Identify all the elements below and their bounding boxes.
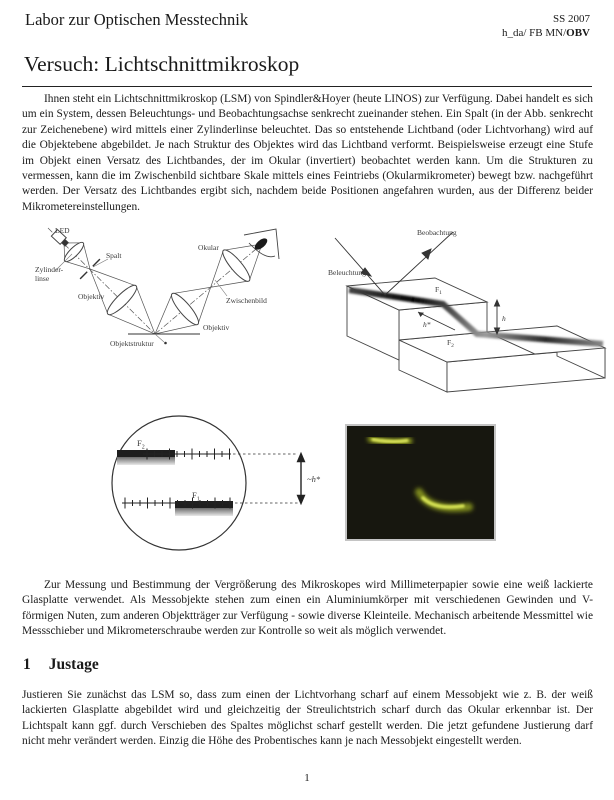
eyepiece-view-diagram <box>95 413 335 568</box>
justage-paragraph: Justieren Sie zunächst das LSM so, dass zum einen der Lichtvorhang scharf auf einem Messobjekt wie z. B. der weiß lackierten Glasplatte abgebildet wird und gleichzeitig der Streulichtstrich scharf durch das Okular erkennbar ist. Der Lichtspalt kann ggf. durch Verschieben des Spaltes möglichst scharf gestellt werden. Die jetzt gefundene Justierung darf nicht mehr verändert werden. Einzig die Höhe des Probentisches kann je nach Messobjekt eingestellt werden. <box>22 689 593 748</box>
title-divider <box>22 86 592 87</box>
h-dimension-arrow <box>494 300 499 334</box>
f2-label: $F_2$ <box>447 338 454 349</box>
photo-content <box>347 426 494 539</box>
f1-label: $F_1$ <box>435 285 442 296</box>
upper-light-band <box>117 450 175 465</box>
observation-arrowhead <box>422 249 431 259</box>
section-heading <box>23 656 99 674</box>
object-structure-label: Objektstruktur <box>110 339 154 348</box>
measurement-paragraph: Zur Messung und Bestimmung der Vergrößerung des Mikroskopes wird Millimeterpapier sowie eine weiß lackierte Glasplatte verwendet. Als Messobjekte stehen zum einen ein Aluminiumkörper mit verschiedenen Gewinden und V-förmigen Nuten, zum anderen Objektträger zur Verfügung - sowie diverse Kleinteile. Mechanisch arbeitende Messmittel wie Messschieber und Mikrometerschraube werden zur Kontrolle so weit als möglich verwendet. <box>22 579 593 638</box>
intermediate-pointer-line <box>215 280 227 296</box>
observation-label: Beobachtung <box>417 228 457 237</box>
h-star-view-label: ~h* <box>307 474 321 484</box>
object-point-dot <box>164 342 167 345</box>
cylinder-lens-label-1: Zylinder- <box>35 265 64 274</box>
eyepiece-field-circle <box>112 416 246 550</box>
page-title: Versuch: Lichtschnittmikroskop <box>24 52 300 76</box>
optical-axis-right <box>155 244 262 334</box>
intro-paragraph: Ihnen steht ein Lichtschnittmikroskop (LSM) von Spindler&Hoyer (heute LINOS) zur Verfügung. Dabei handelt es sich um ein System, dessen Beleuchtungs- und Beobachtungsachse senkrecht zueinander stehen. Ein Spalt (in der Abb. senkrecht zur Zeichenebene) wird mittels einer Zylinderlinse beleuchtet. Das so entstehende Lichtband (oder Lichtvorhang) wird auf die Objektebene abgebildet. Je nach Struktur des Objektes wird das Lichtband verformt. Beispielsweise erzeugt eine Stufe im Objekt einen Versatz des Lichtbandes, der im Okular (invertiert) beobachtet werden kann. Um die Strukturen zu vermessen, kann die im Zwischenbild sichtbare Skale mittels eines Feintriebs (Okularmikrometer) bewegt bzw. nachgeführt werden. Der Versatz des Lichtbandes ergibt sich, nachdem beide Positionen angefahren wurden, aus der Differenz beider Mikrometereinstellungen. <box>22 93 593 213</box>
h-star-label: h* <box>423 320 431 329</box>
objective-right-lens-icon <box>168 290 202 328</box>
intermediate-image-label: Zwischenbild <box>226 296 267 305</box>
led-label: LED <box>55 226 70 235</box>
slit-label: Spalt <box>106 251 122 260</box>
section-title: Justage <box>48 656 99 673</box>
step-block-diagram <box>325 226 610 421</box>
h-label: h <box>502 314 506 323</box>
page-number: 1 <box>304 772 310 784</box>
optical-path-diagram <box>22 226 290 404</box>
objective-right-label: Objektiv <box>203 323 230 332</box>
h-star-dimension-arrow <box>298 454 305 504</box>
eyepiece-label: Okular <box>198 243 219 252</box>
header-meta <box>502 12 590 40</box>
object-pointer-line <box>155 334 164 342</box>
objective-left-label: Objektiv <box>78 292 105 301</box>
light-section-photo <box>345 424 496 541</box>
department-label: h_da/ FB MN/OBV <box>501 27 590 39</box>
term-label: SS 2007 <box>553 13 590 25</box>
objective-left-lens-icon <box>104 282 140 318</box>
f1-view-label: $F_1$ <box>192 490 200 503</box>
cylinder-lens-label-2: linse <box>35 274 50 283</box>
course-title: Labor zur Optischen Messtechnik <box>25 10 249 29</box>
f2-view-label: $F_2$ <box>137 438 145 451</box>
section-number: 1 <box>23 656 31 673</box>
illumination-label: Beleuchtung <box>328 268 366 277</box>
eyepiece-lens-icon <box>219 247 253 285</box>
